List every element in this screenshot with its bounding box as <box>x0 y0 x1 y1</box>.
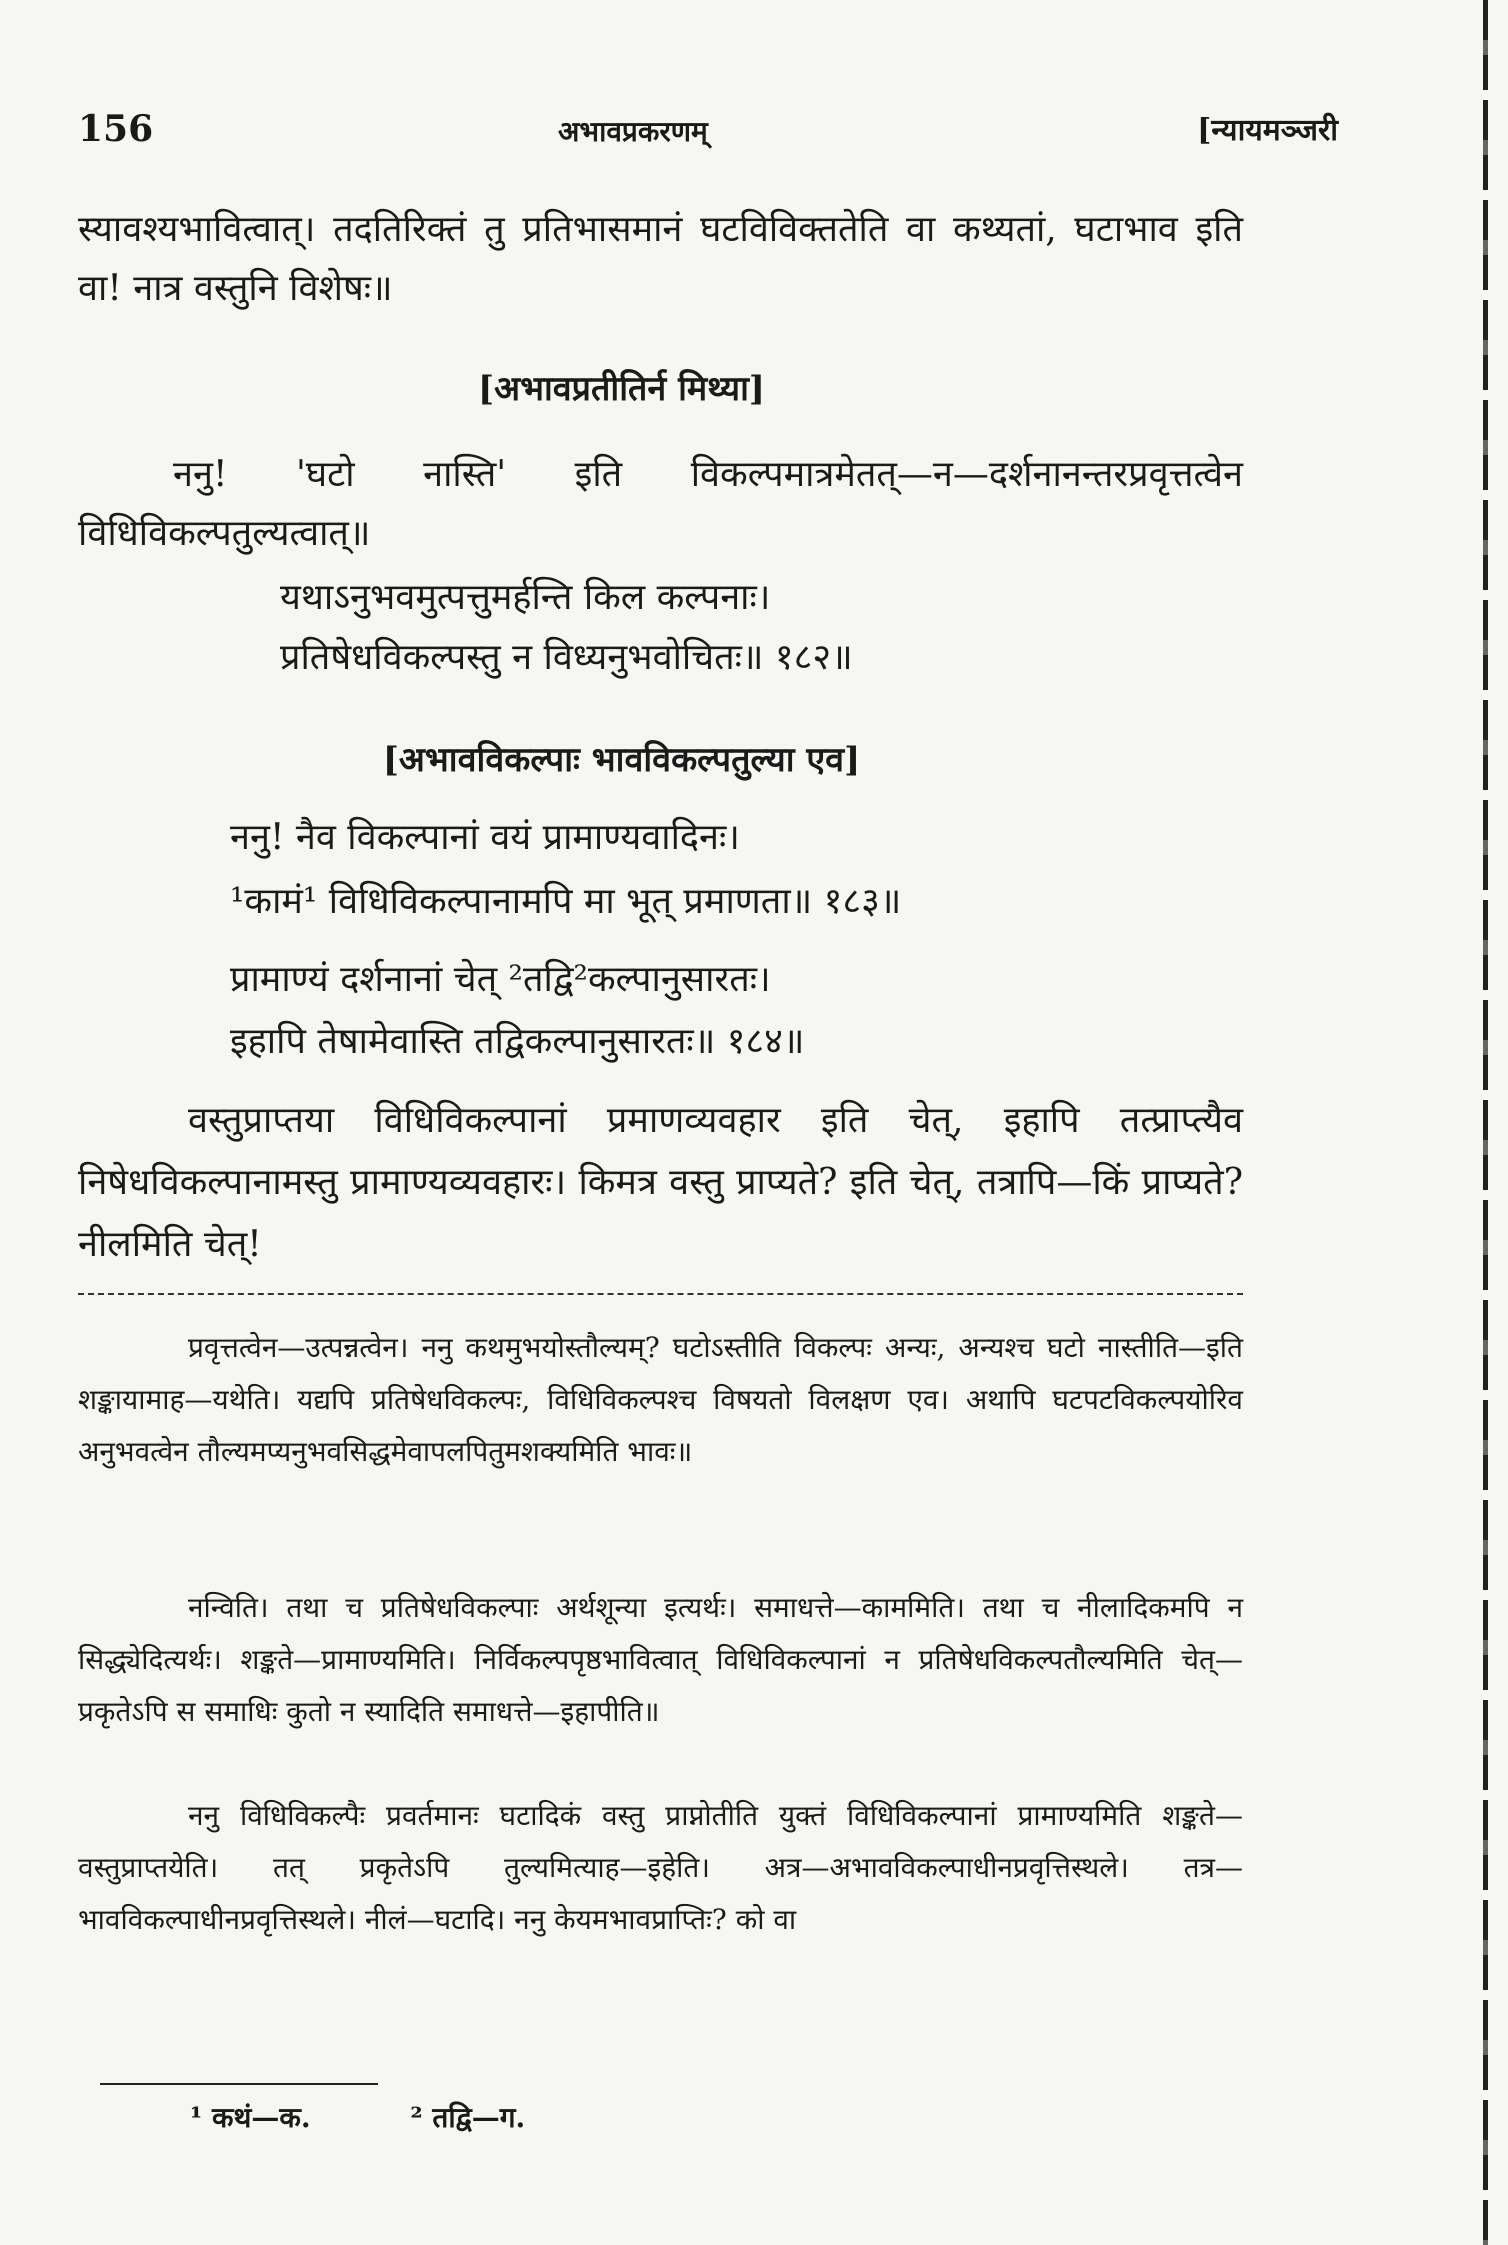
running-title: अभावप्रकरणम् <box>558 115 708 148</box>
page-header <box>78 108 1338 158</box>
footnote-divider <box>100 2083 378 2085</box>
paragraph-objection: ननु! 'घटो नास्ति' इति विकल्पमात्रमेतत्—न—दर्शनानन्तरप्रवृत्तत्वेन विधिविकल्पतुल्यत्वात्॥ <box>78 454 1243 554</box>
footnote-2: ² तद्वि—ग. <box>410 2101 526 2134</box>
footnote-1: ¹ कथं—क. <box>190 2101 311 2134</box>
paragraph-continuation: स्यावश्यभावित्वात्। तदतिरिक्तं तु प्रतिभासमानं घटविविक्ततेति वा कथ्यतां, घटाभाव इति वा! नात्र वस्तुनि विशेषः॥ <box>78 209 1243 309</box>
verse-183-line-1: ननु! नैव विकल्पानां वयं प्रामाण्यवादिनः। <box>230 817 740 858</box>
paragraph-reply: वस्तुप्राप्तया विधिविकल्पानां प्रमाणव्यवहार इति चेत्, इहापि तत्प्राप्त्यैव निषेधविकल्पानामस्तु प्रामाण्यव्यवहारः। किमत्र वस्तु प्राप्यते? इति चेत्, तत्रापि—किं प्राप्यते? नीलमिति चेत्! <box>78 1100 1243 1265</box>
page-number: 156 <box>78 108 154 150</box>
commentary-divider <box>78 1293 1243 1295</box>
section-heading: [अभावप्रतीतिर्न मिथ्या] <box>478 369 765 409</box>
verse-182-line-1: यथाऽनुभवमुत्पत्तुमर्हन्ति किल कल्पनाः। <box>280 577 771 618</box>
verse-182-line-2: प्रतिषेधविकल्पस्तु न विध्यनुभवोचितः॥ १८२॥ <box>280 637 853 678</box>
page-edge-shadow <box>1483 0 1488 2245</box>
commentary-paragraph: प्रवृत्तत्वेन—उत्पन्नत्वेन। ननु कथमुभयोस्तौल्यम्? घटोऽस्तीति विकल्पः अन्यः, अन्यश्च घटो नास्तीति—इति शङ्कायामाह—यथेति। यद्यपि प्रतिषेधविकल्पः, विधिविकल्पश्च विषयतो विलक्षण एव। अथापि घटपटविकल्पयोरिव अनुभवत्वेन तौल्यमप्यनुभवसिद्धमेवापलपितुमशक्यमिति भावः॥ <box>78 1331 1243 1468</box>
section-heading: [अभावविकल्पाः भावविकल्पतुल्या एव] <box>382 740 861 780</box>
work-title: [न्यायमञ्जरी <box>1197 113 1338 148</box>
commentary-paragraph: ननु विधिविकल्पैः प्रवर्तमानः घटादिकं वस्तु प्राप्नोतीति युक्तं विधिविकल्पानां प्रामाण्यमिति शङ्कते—वस्तुप्राप्तयेति। तत् प्रकृतेऽपि तुल्यमित्याह—इहेति। अत्र—अभावविकल्पाधीनप्रवृत्तिस्थले। तत्र—भावविकल्पाधीनप्रवृत्तिस्थले। नीलं—घटादि। ननु केयमभावप्राप्तिः? को वा <box>78 1799 1243 1936</box>
verse-183-line-2: ¹कामं¹ विधिविकल्पानामपि मा भूत् प्रमाणता॥ १८३॥ <box>230 881 902 922</box>
footnotes <box>190 2098 615 2136</box>
verse-184-line-2: इहापि तेषामेवास्ति तद्विकल्पानुसारतः॥ १८४॥ <box>230 1021 805 1062</box>
verse-184-line-1: प्रामाण्यं दर्शनानां चेत् ²तद्वि²कल्पानुसारतः। <box>230 959 771 1000</box>
commentary-paragraph: नन्विति। तथा च प्रतिषेधविकल्पाः अर्थशून्या इत्यर्थः। समाधत्ते—काममिति। तथा च नीलादिकमपि न सिद्ध्येदित्यर्थः। शङ्कते—प्रामाण्यमिति। निर्विकल्पपृष्ठभावित्वात् विधिविकल्पानां न प्रतिषेधविकल्पतौल्यमिति चेत्—प्रकृतेऽपि स समाधिः कुतो न स्यादिति समाधत्ते—इहापीति॥ <box>78 1591 1243 1728</box>
